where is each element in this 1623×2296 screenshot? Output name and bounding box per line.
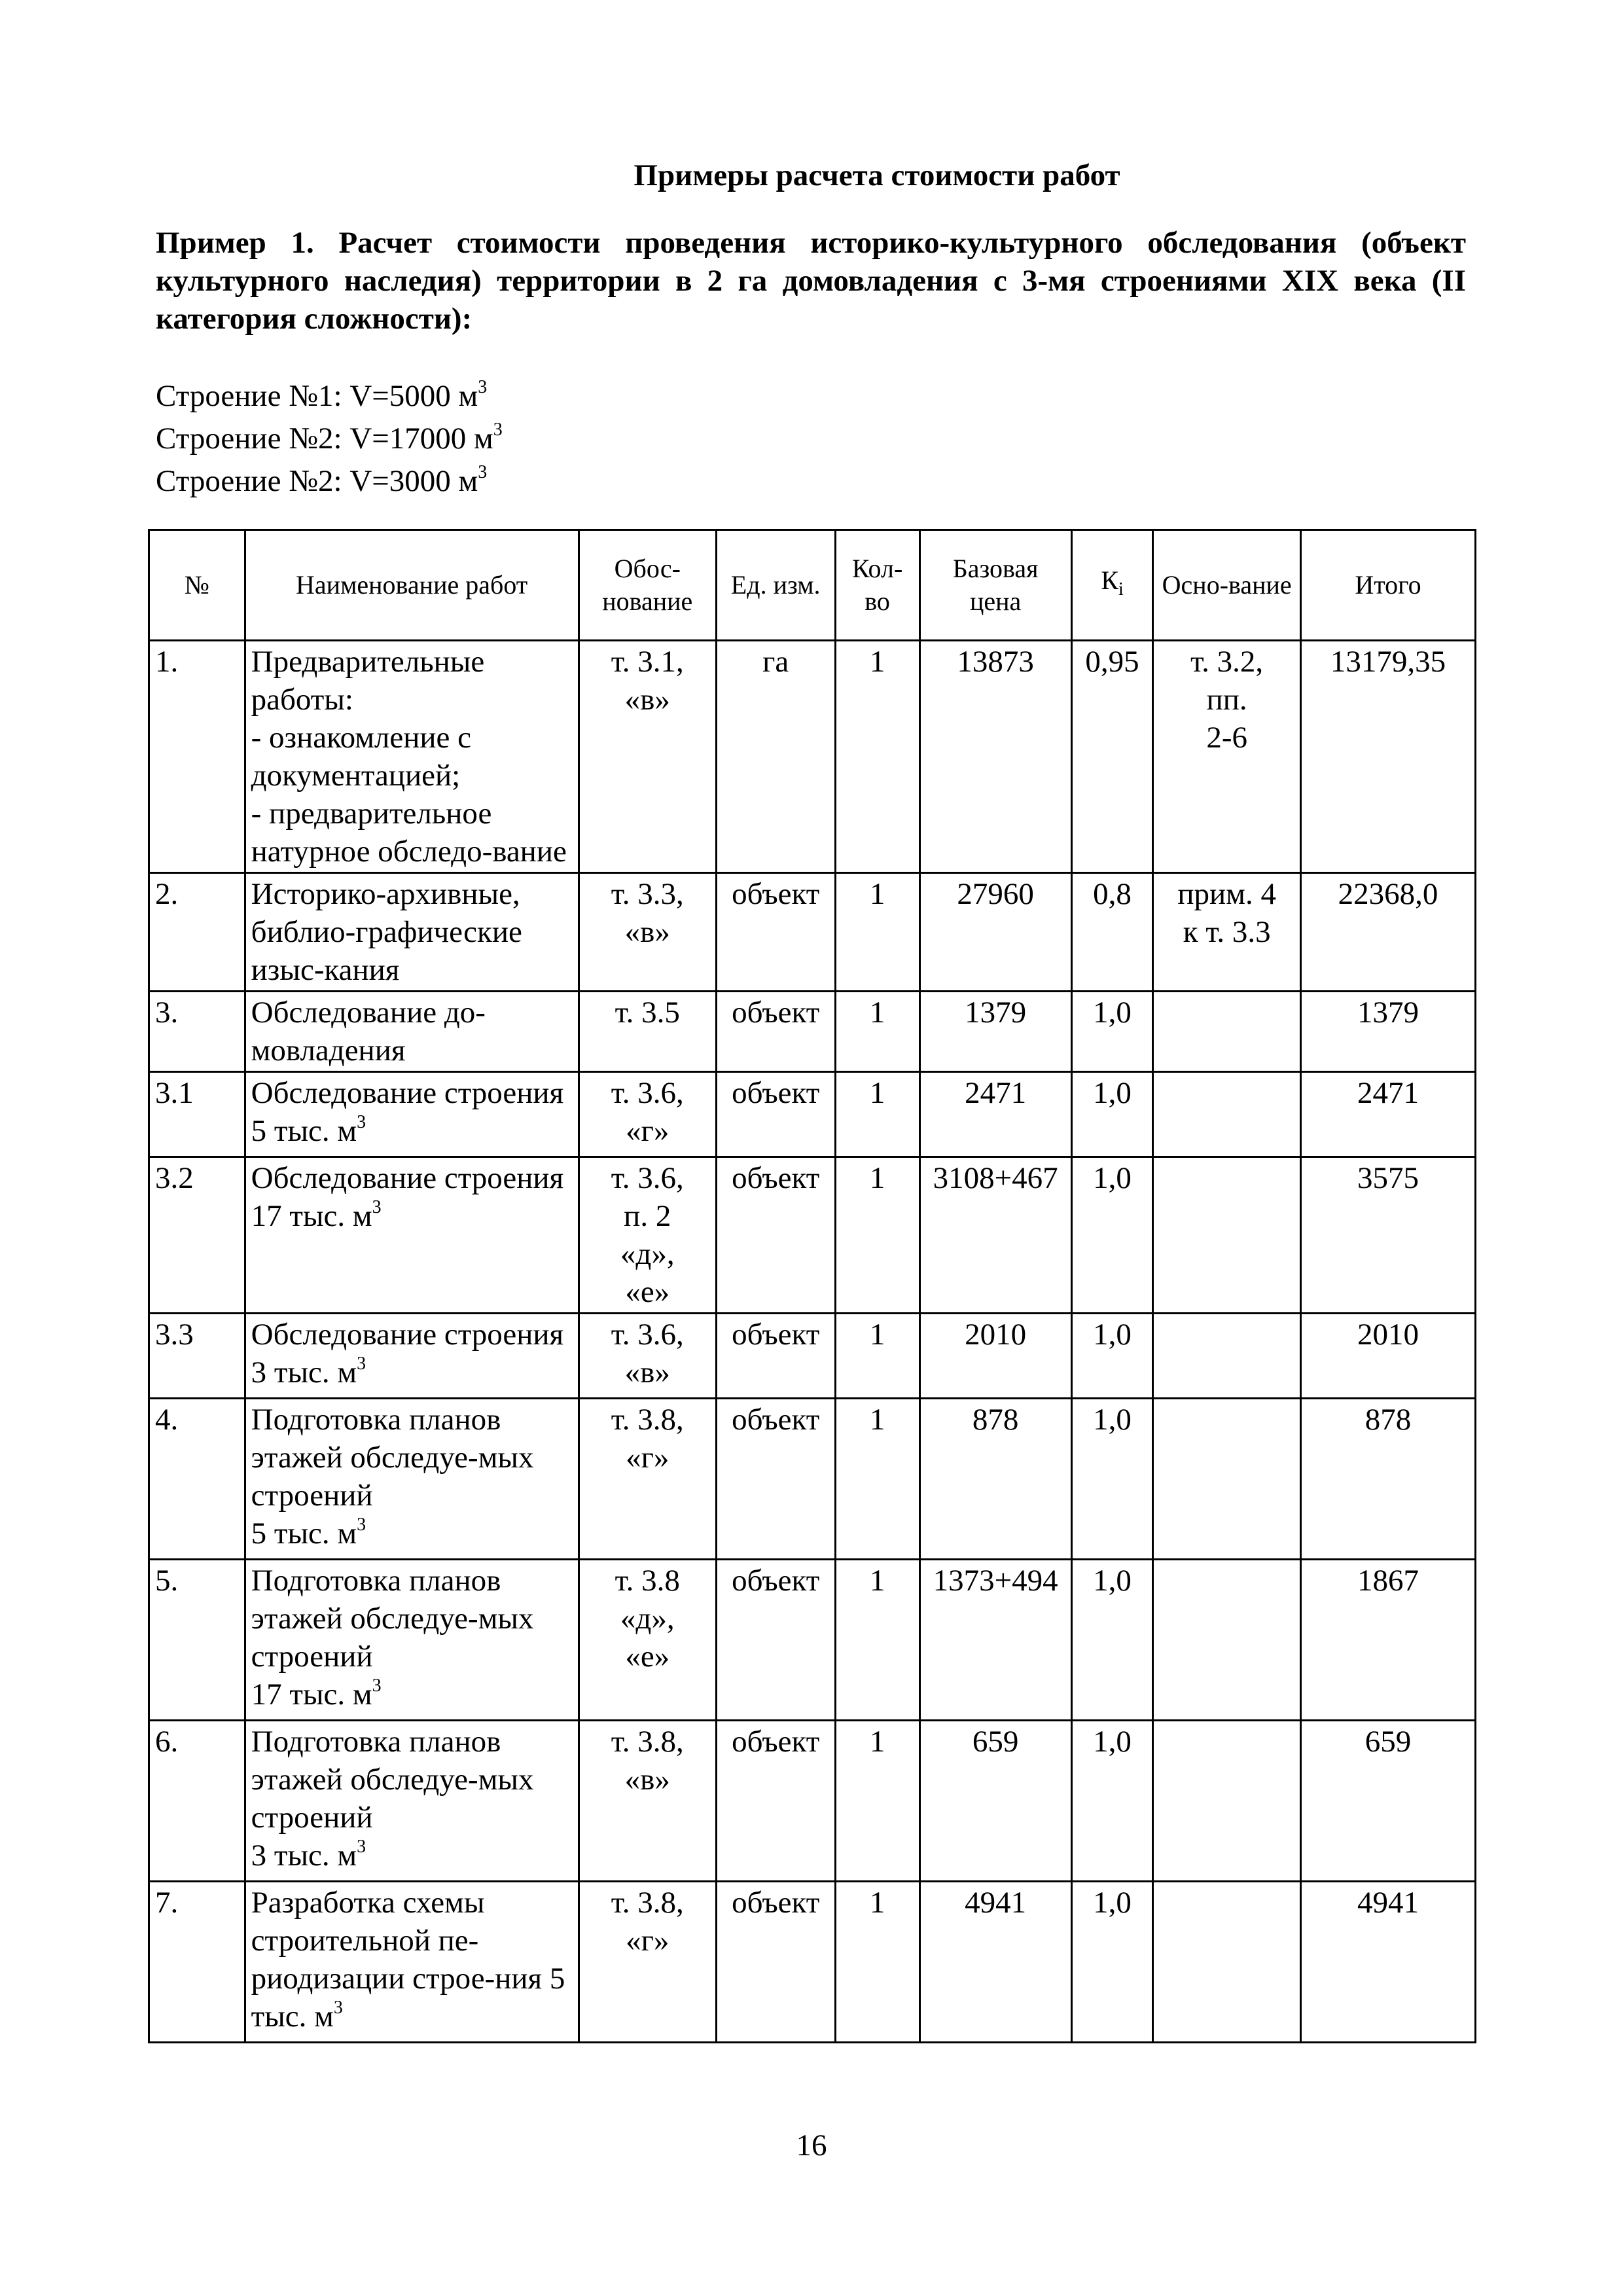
cell-total: 659 bbox=[1300, 1721, 1475, 1882]
cell-name: Обследование до-мовладения bbox=[245, 992, 579, 1072]
cell-num: 6. bbox=[149, 1721, 245, 1882]
cell-total: 1379 bbox=[1300, 992, 1475, 1072]
table-header-row bbox=[149, 530, 1476, 641]
cell-total: 22368,0 bbox=[1300, 873, 1475, 992]
header-reason: Осно-вание bbox=[1153, 530, 1300, 641]
cell-unit: объект bbox=[716, 1072, 835, 1157]
cell-total: 4941 bbox=[1300, 1882, 1475, 2043]
cell-num: 5. bbox=[149, 1560, 245, 1721]
cell-basis: т. 3.8, «в» bbox=[579, 1721, 716, 1882]
cell-price: 13873 bbox=[919, 641, 1071, 873]
cell-price: 27960 bbox=[919, 873, 1071, 992]
building-list bbox=[156, 377, 503, 505]
cell-price: 3108+467 bbox=[919, 1157, 1071, 1314]
cell-qty: 1 bbox=[835, 1072, 919, 1157]
header-price: Базовая цена bbox=[919, 530, 1071, 641]
cell-k: 1,0 bbox=[1071, 1314, 1153, 1399]
cell-num: 2. bbox=[149, 873, 245, 992]
cell-price: 1379 bbox=[919, 992, 1071, 1072]
cell-unit: объект bbox=[716, 1157, 835, 1314]
cell-k: 0,8 bbox=[1071, 873, 1153, 992]
cell-reason bbox=[1153, 1314, 1300, 1399]
building-line: Строение №1: V=5000 $м^3$ bbox=[156, 377, 488, 413]
table-row bbox=[149, 1314, 1476, 1399]
cell-num: 3.2 bbox=[149, 1157, 245, 1314]
header-k-text: $К_i$ bbox=[1101, 565, 1124, 600]
cell-num: 3.1 bbox=[149, 1072, 245, 1157]
cell-num: 7. bbox=[149, 1882, 245, 2043]
cell-name: Обследование строения 3 тыс. $м^3$ bbox=[245, 1314, 579, 1399]
cell-reason bbox=[1153, 1721, 1300, 1882]
header-total: Итого bbox=[1300, 530, 1475, 641]
cell-k: 1,0 bbox=[1071, 1882, 1153, 2043]
cell-qty: 1 bbox=[835, 1314, 919, 1399]
table-row bbox=[149, 1072, 1476, 1157]
cell-qty: 1 bbox=[835, 641, 919, 873]
cell-name: Историко-архивные, библио-графические изыс-кания bbox=[245, 873, 579, 992]
cell-basis: т. 3.8, «г» bbox=[579, 1882, 716, 2043]
cell-price: 1373+494 bbox=[919, 1560, 1071, 1721]
header-basis: Обос-нование bbox=[579, 530, 716, 641]
cell-k: 1,0 bbox=[1071, 1157, 1153, 1314]
building-line: Строение №2: V=3000 $м^3$ bbox=[156, 462, 488, 498]
cell-k: 1,0 bbox=[1071, 1072, 1153, 1157]
cell-unit: объект bbox=[716, 1882, 835, 2043]
cell-price: 2471 bbox=[919, 1072, 1071, 1157]
cell-k: 0,95 bbox=[1071, 641, 1153, 873]
cell-price: 878 bbox=[919, 1399, 1071, 1560]
cell-unit: объект bbox=[716, 1399, 835, 1560]
cell-unit: объект bbox=[716, 1314, 835, 1399]
cell-unit: объект bbox=[716, 873, 835, 992]
table-row bbox=[149, 1157, 1476, 1314]
cell-reason: прим. 4 к т. 3.3 bbox=[1153, 873, 1300, 992]
table-row bbox=[149, 1721, 1476, 1882]
header-num: № bbox=[149, 530, 245, 641]
cell-k: 1,0 bbox=[1071, 1399, 1153, 1560]
table-row bbox=[149, 1560, 1476, 1721]
cell-basis: т. 3.8, «г» bbox=[579, 1399, 716, 1560]
cell-k: 1,0 bbox=[1071, 992, 1153, 1072]
header-qty: Кол-во bbox=[835, 530, 919, 641]
cell-k: 1,0 bbox=[1071, 1560, 1153, 1721]
cell-reason bbox=[1153, 992, 1300, 1072]
cell-total: 13179,35 bbox=[1300, 641, 1475, 873]
cell-name: Предварительные работы: - ознакомление с документацией; - предварительное натурное обследо-вание bbox=[245, 641, 579, 873]
cell-unit: объект bbox=[716, 992, 835, 1072]
cell-reason bbox=[1153, 1399, 1300, 1560]
table-body bbox=[149, 641, 1476, 2043]
building-line: Строение №2: V=17000 $м^3$ bbox=[156, 420, 503, 456]
cell-reason bbox=[1153, 1560, 1300, 1721]
header-unit: Ед. изм. bbox=[716, 530, 835, 641]
page-title: Примеры расчета стоимости работ bbox=[633, 158, 1120, 192]
cell-price: 4941 bbox=[919, 1882, 1071, 2043]
cell-basis: т. 3.3, «в» bbox=[579, 873, 716, 992]
cell-qty: 1 bbox=[835, 873, 919, 992]
cell-total: 1867 bbox=[1300, 1560, 1475, 1721]
cell-reason bbox=[1153, 1882, 1300, 2043]
table-row bbox=[149, 1399, 1476, 1560]
cell-total: 878 bbox=[1300, 1399, 1475, 1560]
cell-basis: т. 3.5 bbox=[579, 992, 716, 1072]
cell-name: Обследование строения 17 тыс. $м^3$ bbox=[245, 1157, 579, 1314]
header-k bbox=[1071, 530, 1153, 641]
cost-table bbox=[148, 529, 1476, 2043]
table-row bbox=[149, 641, 1476, 873]
header-name: Наименование работ bbox=[245, 530, 579, 641]
cell-name: Подготовка планов этажей обследуе-мых строений 5 тыс. $м^3$ bbox=[245, 1399, 579, 1560]
table-row bbox=[149, 873, 1476, 992]
example-heading: Пример 1. Расчет стоимости проведения историко-культурного обследования (объект культурного наследия) территории в 2 га домовладения с 3-мя строениями XIX века (II категория сложности): bbox=[156, 226, 1466, 336]
cell-unit: га bbox=[716, 641, 835, 873]
cell-price: 659 bbox=[919, 1721, 1071, 1882]
cell-num: 1. bbox=[149, 641, 245, 873]
cell-unit: объект bbox=[716, 1721, 835, 1882]
cell-reason bbox=[1153, 1072, 1300, 1157]
cell-basis: т. 3.8 «д», «е» bbox=[579, 1560, 716, 1721]
cell-total: 2471 bbox=[1300, 1072, 1475, 1157]
cell-qty: 1 bbox=[835, 992, 919, 1072]
cell-qty: 1 bbox=[835, 1399, 919, 1560]
cell-price: 2010 bbox=[919, 1314, 1071, 1399]
cell-total: 2010 bbox=[1300, 1314, 1475, 1399]
cell-name: Подготовка планов этажей обследуе-мых строений 17 тыс. $м^3$ bbox=[245, 1560, 579, 1721]
cell-qty: 1 bbox=[835, 1882, 919, 2043]
cell-qty: 1 bbox=[835, 1560, 919, 1721]
cell-qty: 1 bbox=[835, 1721, 919, 1882]
cell-num: 3. bbox=[149, 992, 245, 1072]
cell-num: 3.3 bbox=[149, 1314, 245, 1399]
cell-reason: т. 3.2, пп. 2-6 bbox=[1153, 641, 1300, 873]
cell-basis: т. 3.6, п. 2 «д», «е» bbox=[579, 1157, 716, 1314]
cell-qty: 1 bbox=[835, 1157, 919, 1314]
table-row bbox=[149, 1882, 1476, 2043]
table-row bbox=[149, 992, 1476, 1072]
cell-unit: объект bbox=[716, 1560, 835, 1721]
cell-basis: т. 3.1, «в» bbox=[579, 641, 716, 873]
cell-reason bbox=[1153, 1157, 1300, 1314]
cell-name: Подготовка планов этажей обследуе-мых строений 3 тыс. $м^3$ bbox=[245, 1721, 579, 1882]
page-number: 16 bbox=[796, 2128, 827, 2162]
cell-name: Разработка схемы строительной пе-риодизации строе-ния 5 тыс. $м^3$ bbox=[245, 1882, 579, 2043]
cell-basis: т. 3.6, «в» bbox=[579, 1314, 716, 1399]
cell-num: 4. bbox=[149, 1399, 245, 1560]
cell-name: Обследование строения 5 тыс. $м^3$ bbox=[245, 1072, 579, 1157]
cell-k: 1,0 bbox=[1071, 1721, 1153, 1882]
cell-basis: т. 3.6, «г» bbox=[579, 1072, 716, 1157]
cell-total: 3575 bbox=[1300, 1157, 1475, 1314]
